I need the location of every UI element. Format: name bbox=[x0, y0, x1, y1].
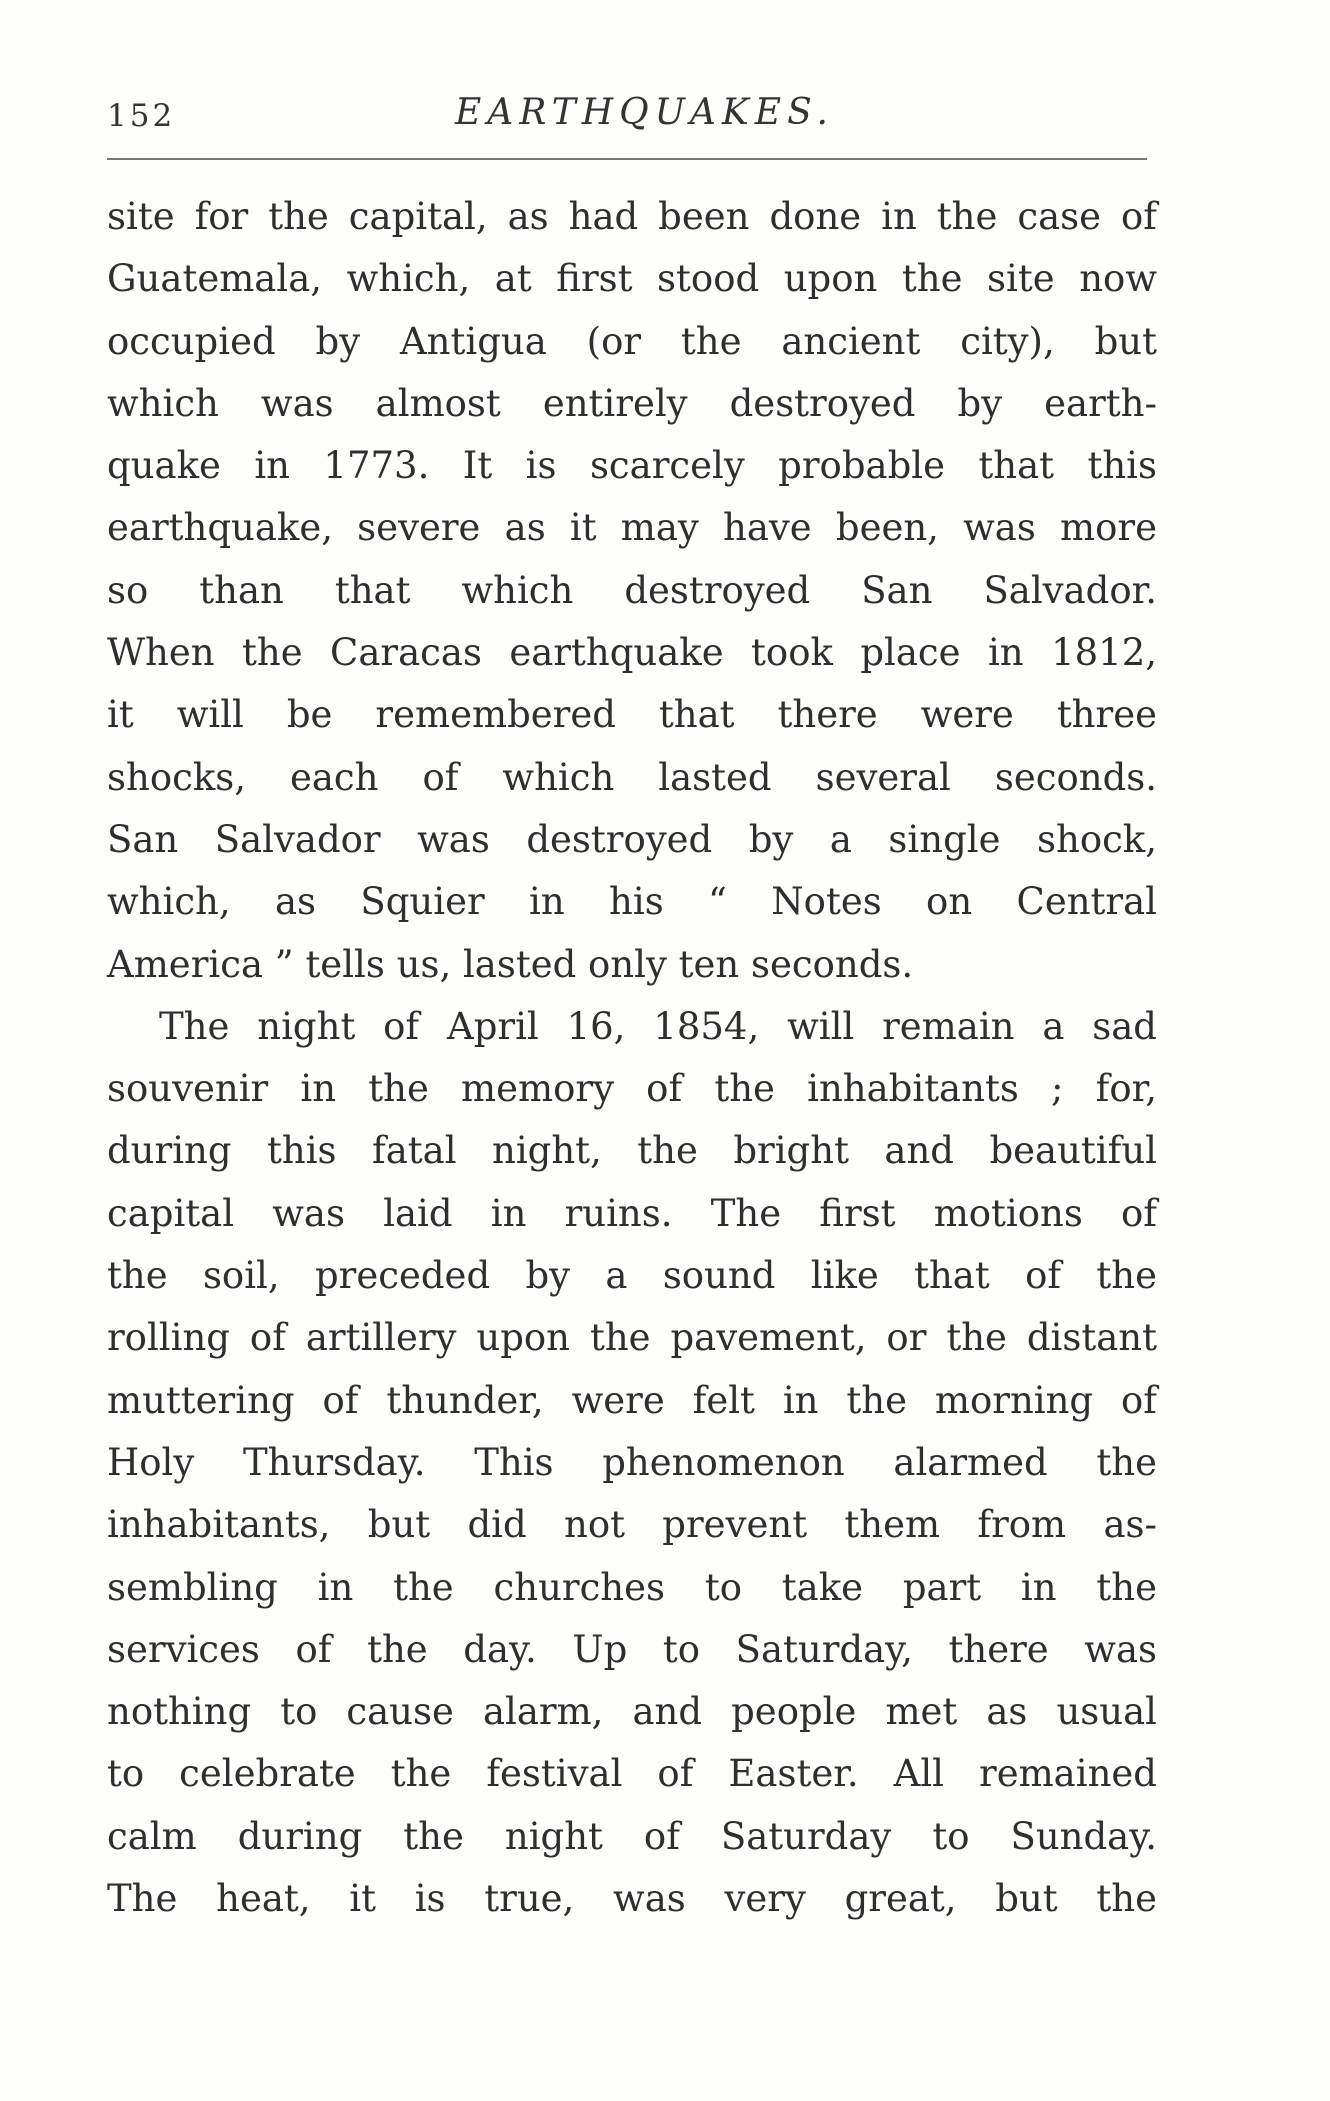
running-title: EARTHQUAKES. bbox=[455, 92, 834, 133]
text-line: The heat, it is true, was very great, but the bbox=[107, 1877, 1157, 1921]
text-line: occupied by Antigua (or the ancient city), but bbox=[107, 319, 1157, 363]
paragraph-first-line: The night of April 16, 1854, will remain a sad bbox=[159, 1004, 1157, 1048]
text-line: during this fatal night, the bright and beautiful bbox=[107, 1129, 1157, 1173]
text-line: muttering of thunder, were felt in the morning of bbox=[107, 1378, 1157, 1422]
text-line: souvenir in the memory of the inhabitants ; for, bbox=[107, 1067, 1157, 1111]
text-line: San Salvador was destroyed by a single shock, bbox=[107, 817, 1157, 861]
text-line: which was almost entirely destroyed by earth- bbox=[107, 381, 1157, 425]
text-line: shocks, each of which lasted several seconds. bbox=[107, 755, 1157, 799]
text-line: Guatemala, which, at first stood upon the site now bbox=[107, 257, 1157, 301]
text-line: Holy Thursday. This phenomenon alarmed the bbox=[107, 1440, 1157, 1484]
text-line: so than that which destroyed San Salvador. bbox=[107, 568, 1157, 612]
text-line: quake in 1773. It is scarcely probable that this bbox=[107, 444, 1157, 488]
text-line: site for the capital, as had been done in the case of bbox=[107, 195, 1157, 238]
text-line: to celebrate the festival of Easter. All remained bbox=[107, 1752, 1157, 1796]
text-line: sembling in the churches to take part in the bbox=[107, 1565, 1157, 1609]
body-text bbox=[107, 186, 1157, 1930]
text-line: services of the day. Up to Saturday, there was bbox=[107, 1627, 1157, 1671]
running-head bbox=[107, 92, 1147, 148]
text-line: America ” tells us, lasted only ten seconds. bbox=[107, 942, 914, 986]
text-line: inhabitants, but did not prevent them from as- bbox=[107, 1503, 1157, 1547]
text-line: rolling of artillery upon the pavement, or the distant bbox=[107, 1316, 1157, 1360]
text-line: calm during the night of Saturday to Sunday. bbox=[107, 1814, 1157, 1858]
text-line: which, as Squier in his “ Notes on Central bbox=[107, 880, 1157, 924]
page-number: 152 bbox=[107, 98, 176, 134]
text-line: the soil, preceded by a sound like that of the bbox=[107, 1254, 1157, 1298]
text-line: capital was laid in ruins. The first motions of bbox=[107, 1191, 1157, 1235]
header-rule bbox=[107, 158, 1147, 160]
text-line: nothing to cause alarm, and people met as usual bbox=[107, 1690, 1157, 1734]
text-line: it will be remembered that there were three bbox=[107, 693, 1157, 737]
text-line: earthquake, severe as it may have been, was more bbox=[107, 506, 1157, 550]
text-line: When the Caracas earthquake took place in 1812, bbox=[107, 631, 1157, 675]
